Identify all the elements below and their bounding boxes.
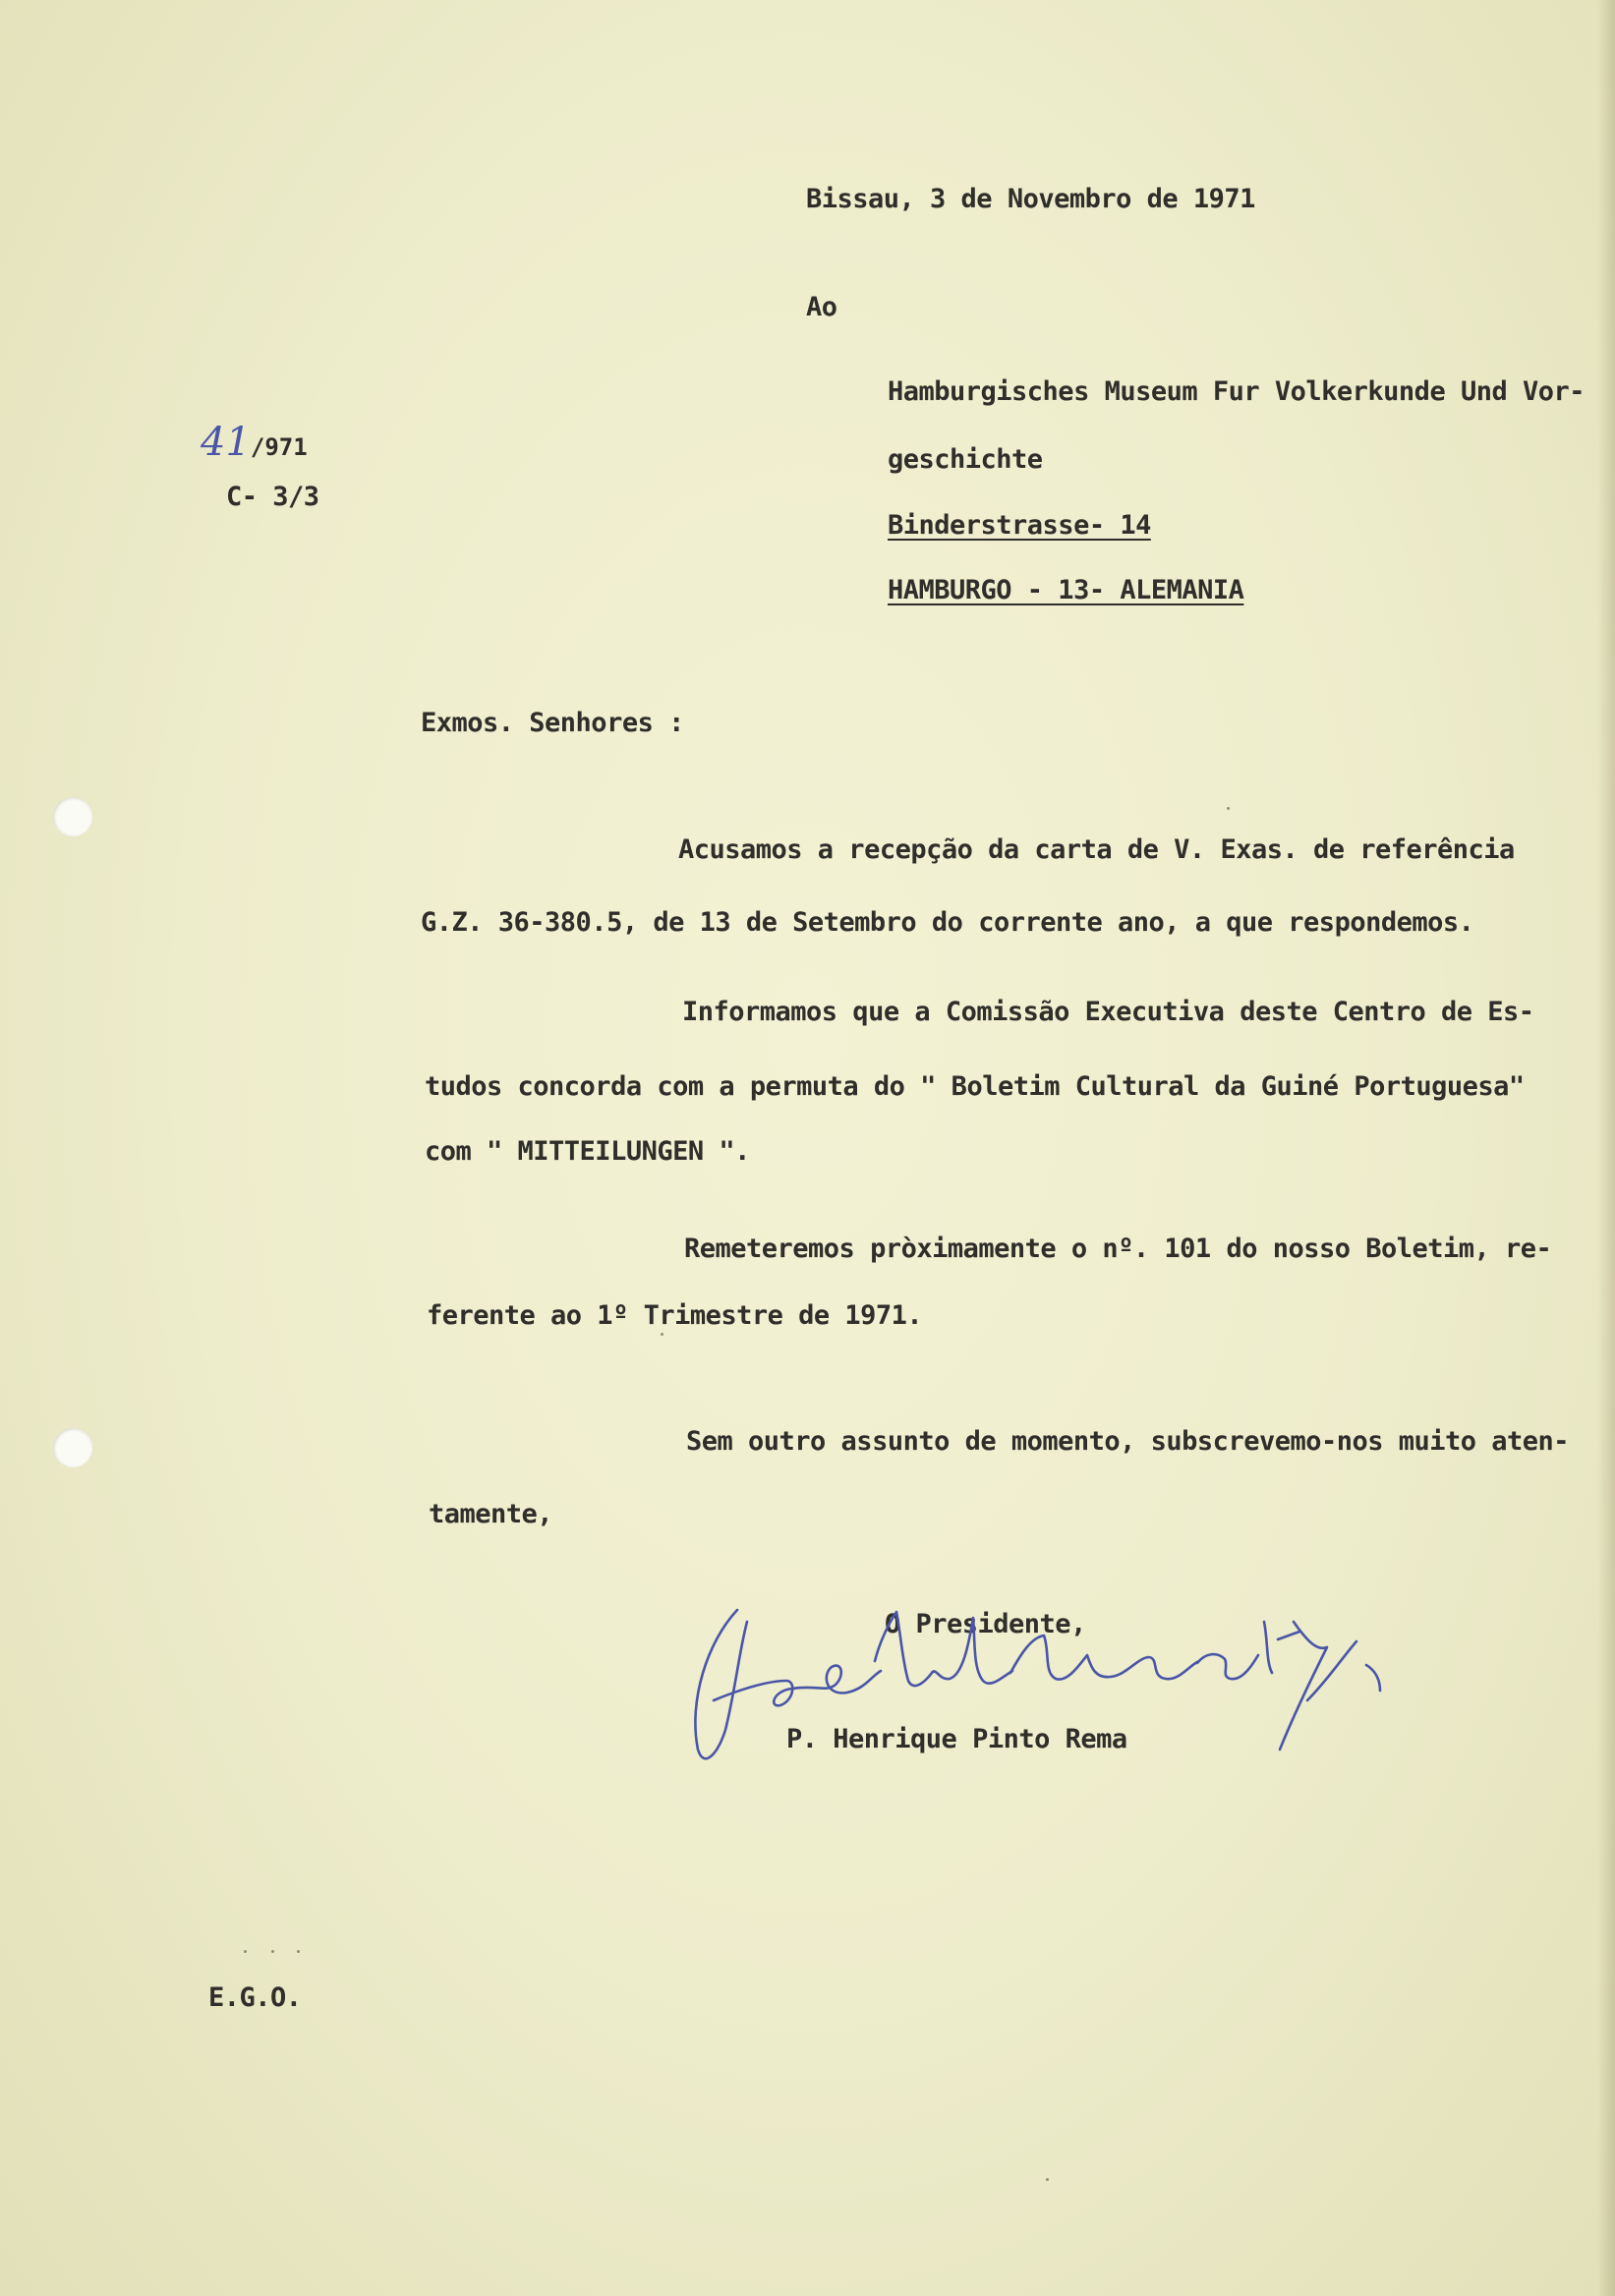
recipient-line-1: Hamburgisches Museum Fur Volkerkunde Und Vor- [888,376,1585,407]
paper-speck [297,1950,300,1953]
paper-speck [244,1950,247,1953]
reference-year: /971 [250,433,308,461]
paragraph-line: G.Z. 36-380.5, de 13 de Setembro do corrente ano, a que respondemos. [421,907,1474,938]
date-line: Bissau, 3 de Novembro de 1971 [806,184,1255,214]
addressee-prefix: Ao [806,292,837,322]
punch-hole-bottom [53,1428,92,1467]
paper-speck [1046,2178,1049,2181]
greeting: Exmos. Senhores : [421,708,684,738]
paragraph-line: Sem outro assunto de momento, subscrevemo-nos muito aten- [686,1426,1570,1457]
paragraph-line: Remeteremos pròximamente o nº. 101 do nosso Boletim, re- [684,1234,1552,1264]
paragraph-line: Acusamos a recepção da carta de V. Exas. de referência [678,834,1515,865]
reference-number [201,421,308,469]
closing-title: O Presidente, [885,1609,1086,1639]
paragraph-line: com " MITTEILUNGEN ". [425,1136,750,1167]
recipient-city: HAMBURGO - 13- ALEMANIA [888,575,1244,605]
paragraph-line: tamente, [429,1499,553,1529]
paragraph-line: tudos concorda com a permuta do " Boletim Cultural da Guiné Portuguesa" [425,1071,1525,1102]
handwritten-number: 41 [201,420,251,465]
typist-initials: E.G.O. [208,1982,302,2013]
paragraph-line: ferente ao 1º Trimestre de 1971. [427,1300,923,1331]
punch-hole-top [53,797,92,836]
recipient-line-2: geschichte [888,444,1043,475]
file-code: C- 3/3 [226,482,319,512]
signatory-name: P. Henrique Pinto Rema [786,1724,1127,1754]
paper-speck [271,1950,274,1953]
paragraph-line: Informamos que a Comissão Executiva deste Centro de Es- [682,997,1534,1027]
paper-speck [1227,807,1230,810]
paper-speck [661,1333,663,1336]
recipient-street: Binderstrasse- 14 [888,510,1151,541]
